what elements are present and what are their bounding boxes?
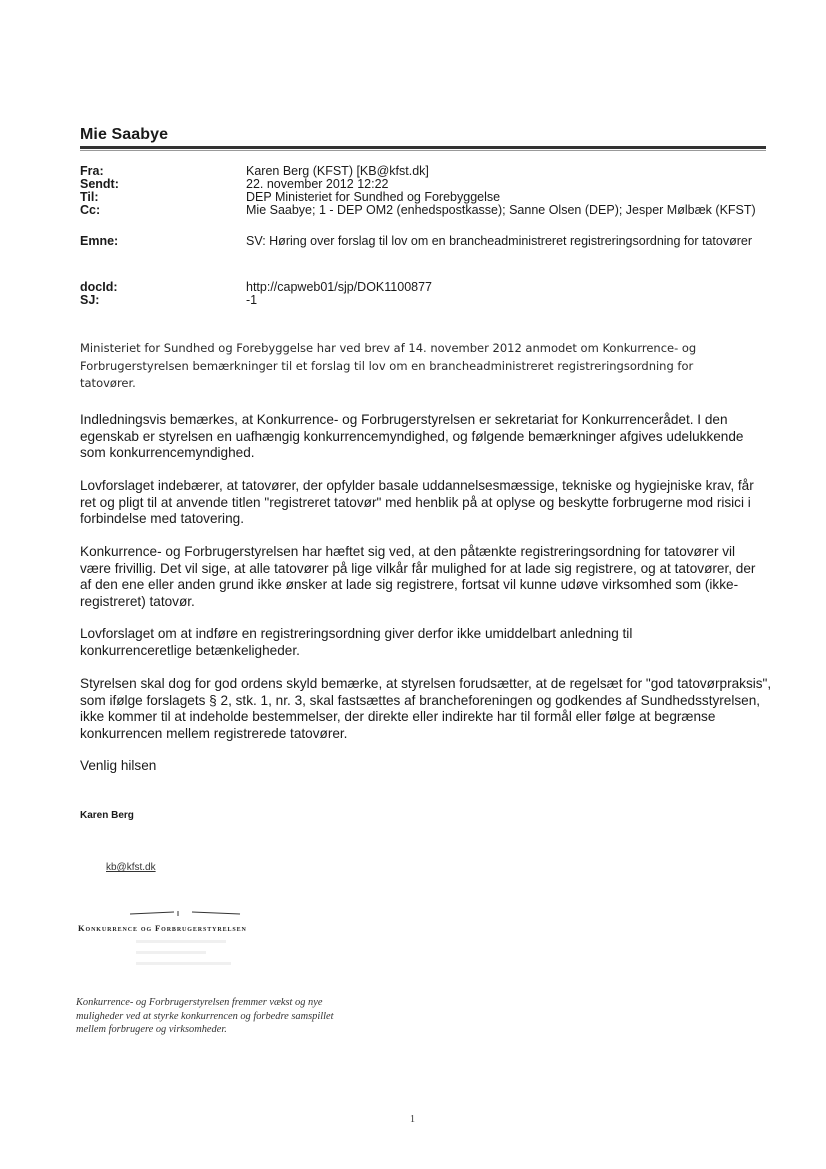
header-label-subject: Emne: <box>80 234 119 248</box>
body-paragraph: Indledningsvis bemærkes, at Konkurrence- og Forbrugerstyrelsen er sekretariat for Konkurrencerådet. I den egenskab er styrelsen en uafhængig konkurrencemyndighed, og følgende bemærkninger afgives udelukkende som konkurrencemyndighed. <box>80 412 744 460</box>
header-value-sent: 22. november 2012 12:22 <box>246 177 389 191</box>
org-tagline: Konkurrence- og Forbrugerstyrelsen fremmer vækst og nye muligheder ved at styrke konkurrencen og forbedre samspillet mellem forbrugere og virksomheder. <box>76 997 334 1035</box>
faded-address-block <box>136 940 236 973</box>
body-paragraph: Styrelsen skal dog for god ordens skyld bemærke, at styrelsen forudsætter, at de regelsæt for "god tatovørpraksis", som ifølge forslagets § 2, stk. 1, nr. 3, skal fastsættes af brancheforeningen og godkendes af Sundhedsstyrelsen, ikke kommer til at indeholde bestemmelser, der direkte eller indirekte har til formål eller følge at begrænse konkurrencen mellem registrerede tatovører. <box>80 676 772 741</box>
header-value-from: Karen Berg (KFST) [KB@kfst.dk] <box>246 164 429 178</box>
signature-name: Karen Berg <box>80 810 134 821</box>
body-paragraph: Lovforslaget om at indføre en registreringsordning giver derfor ikke umiddelbart anledning til konkurrenceretlige betænkeligheder. <box>80 626 633 658</box>
header-label-from: Fra: <box>80 164 104 178</box>
header-rule-thin <box>80 150 766 151</box>
header-label-sent: Sendt: <box>80 177 119 191</box>
signature-email-link[interactable]: kb@kfst.dk <box>106 862 156 873</box>
closing-greeting: Venlig hilsen <box>80 758 157 773</box>
body-paragraph: Lovforslaget indebærer, at tatovører, der opfylder basale uddannelsesmæssige, tekniske og hygiejniske krav, får ret og pligt til at anvende titlen "registreret tatovør" med henblik på at oplyse og beskytte forbrugerne mod risici i forbindelse med tatovering. <box>80 478 754 526</box>
header-label-to: Til: <box>80 190 99 204</box>
header-rule <box>80 146 766 149</box>
page-number: 1 <box>410 1114 415 1125</box>
header-label-docid: docId: <box>80 280 118 294</box>
header-value-sj: -1 <box>246 293 258 307</box>
header-label-sj: SJ: <box>80 293 100 307</box>
org-logo-mark-icon <box>130 909 250 917</box>
header-label-cc: Cc: <box>80 203 101 217</box>
header-value-to: DEP Ministeriet for Sundhed og Forebyggelse <box>246 190 501 204</box>
org-logo-text: Konkurrence og Forbrugerstyrelsen <box>78 923 247 933</box>
mailbox-owner: Mie Saabye <box>80 126 169 143</box>
body-intro: Ministeriet for Sundhed og Forebyggelse har ved brev af 14. november 2012 anmodet om Konkurrence- og Forbrugerstyrelsen bemærkninger til et forslag til lov om en brancheadministreret registreringsordning for tatovører. <box>80 341 697 390</box>
header-value-cc: Mie Saabye; 1 - DEP OM2 (enhedspostkasse); Sanne Olsen (DEP); Jesper Mølbæk (KFST) <box>246 203 756 217</box>
header-value-docid: http://capweb01/sjp/DOK1100877 <box>246 280 433 294</box>
body-paragraph: Konkurrence- og Forbrugerstyrelsen har hæftet sig ved, at den påtænkte registreringsordning for tatovører vil være frivillig. Det vil sige, at alle tatovører på lige vilkår får mulighed for at lade sig registrere, og at tatovører, der af den ene eller anden grund ikke ønsker at lade sig registrere, fortsat vil kunne udøve virksomhed som (ikke-registreret) tatovør. <box>80 544 756 609</box>
header-value-subject: SV: Høring over forslag til lov om en brancheadministreret registreringsordning for tatovører <box>246 234 752 248</box>
